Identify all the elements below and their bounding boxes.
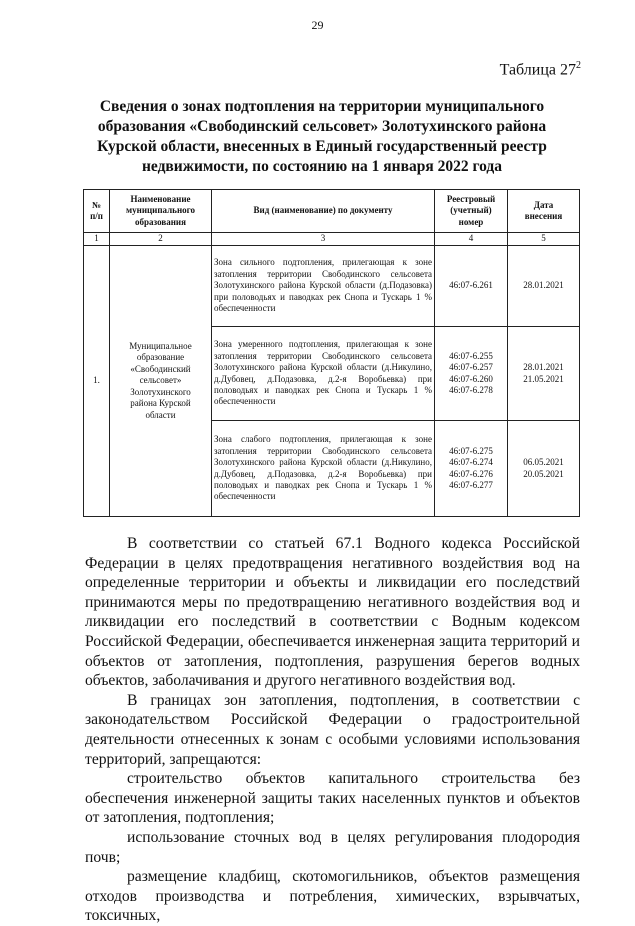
flood-zones-table <box>83 189 580 517</box>
list-item: строительство объектов капитального строительства без обеспечения инженерной защиты таких населенных пунктов и объектов от затопления, подтопления; <box>85 770 580 827</box>
zone-description-weak: Зона слабого подтопления, прилегающая к зоне затопления территории Свободинского сельсовета Золотухинского района Курской области (д.Никулино, д.Дубовец, д.Подазовка, д.2-я Воробьевка) при половодьях и паводках рек Снопа и Тускарь 1 % обеспеченности <box>212 421 435 517</box>
header-municipality-line: образования <box>135 216 186 227</box>
column-number-row <box>84 233 580 246</box>
table-header-row <box>84 190 580 233</box>
header-num-line: № <box>91 199 102 210</box>
body-text <box>85 534 580 926</box>
entry-date: 06.05.2021 <box>523 457 564 468</box>
reg-number: 46:07-6.261 <box>449 280 493 291</box>
column-number: 4 <box>435 233 508 246</box>
zone-dates <box>508 421 580 517</box>
municipality-line: Муниципальное <box>129 341 192 352</box>
zone-dates <box>508 327 580 421</box>
entry-date: 20.05.2021 <box>523 468 564 479</box>
reg-number: 46:07-6.257 <box>449 362 493 373</box>
entry-date: 21.05.2021 <box>523 373 564 384</box>
reg-number: 46:07-6.275 <box>449 445 493 456</box>
municipality-line: области <box>145 409 176 420</box>
municipality-line: сельсовет» <box>139 375 182 386</box>
zone-reg-numbers <box>435 246 508 327</box>
header-date-line: Дата <box>533 199 554 210</box>
zone-description-strong: Зона сильного подтопления, прилегающая к зоне затопления территории Свободинского сельсовета Золотухинского района Курской области (д.Подазовка) при половодьях и паводках рек Снопа и Тускарь 1 % обеспеченности <box>212 246 435 327</box>
reg-number: 46:07-6.274 <box>449 457 493 468</box>
reg-number: 46:07-6.276 <box>449 468 493 479</box>
table-label-superscript: 2 <box>576 60 581 71</box>
header-reg-number <box>435 190 508 233</box>
paragraph: В границах зон затопления, подтопления, в соответствии с законодательством Российской Федерации о градостроительной деятельности отнесенных к зонам с особыми условиями использования территорий, запрещаются: <box>85 691 580 768</box>
header-municipality <box>110 190 212 233</box>
list-item: размещение кладбищ, скотомогильников, объектов размещения отходов производства и потребления, химических, взрывчатых, токсичных, <box>85 868 580 925</box>
header-reg-line: номер <box>458 216 484 227</box>
header-kind <box>212 190 435 233</box>
zone-dates <box>508 246 580 327</box>
header-municipality-line: Наименование <box>130 193 191 204</box>
title-line: образования «Свободинский сельсовет» Золотухинского района <box>97 118 547 135</box>
title-line: Сведения о зонах подтопления на территории муниципального <box>99 98 545 115</box>
header-kind-line: Вид (наименование) по документу <box>253 205 393 216</box>
entry-date: 28.01.2021 <box>523 362 564 373</box>
municipality-name <box>110 246 212 517</box>
header-date <box>508 190 580 233</box>
reg-number: 46:07-6.255 <box>449 350 493 361</box>
zone-reg-numbers <box>435 327 508 421</box>
header-municipality-line: муниципального <box>126 205 195 216</box>
municipality-line: района Курской <box>130 398 191 409</box>
document-title <box>92 97 552 177</box>
header-date-line: внесения <box>524 211 563 221</box>
column-number: 2 <box>110 233 212 246</box>
entry-date: 28.01.2021 <box>523 280 564 291</box>
column-number: 1 <box>84 233 110 246</box>
list-item: использование сточных вод в целях регулирования плодородия почв; <box>85 828 580 866</box>
page-number: 29 <box>311 18 324 32</box>
paragraph: В соответствии со статьей 67.1 Водного кодекса Российской Федерации в целях предотвращения негативного воздействия вод на определенные территории и объекты и ликвидации его последствий принимаются меры по предотвращению негативного воздействия вод и ликвидации его последствий в соответствии с Водным кодексом Российской Федерации, обеспечивается инженерная защита территорий и объектов от затопления, подтопления, разрушения берегов водных объектов, заболачивания и другого негативного воздействия вод. <box>85 535 580 690</box>
zone-reg-numbers <box>435 421 508 517</box>
title-line: недвижимости, по состоянию на 1 января 2022 года <box>141 158 502 175</box>
header-num <box>84 190 110 233</box>
reg-number: 46:07-6.260 <box>449 373 493 384</box>
municipality-line: Золотухинского <box>130 386 191 397</box>
header-num-line: п/п <box>90 211 103 221</box>
header-reg-line: (учетный) <box>450 205 492 216</box>
column-number: 5 <box>508 233 580 246</box>
reg-number: 46:07-6.277 <box>449 479 493 490</box>
municipality-line: «Свободинский <box>130 363 191 374</box>
title-line: Курской области, внесенных в Единый государственный реестр <box>97 138 547 155</box>
row-number: 1. <box>84 246 110 517</box>
header-reg-line: Реестровый <box>446 193 496 204</box>
municipality-line: образование <box>136 352 185 363</box>
column-number: 3 <box>212 233 435 246</box>
table-row <box>84 246 580 327</box>
table-label <box>500 60 581 79</box>
reg-number: 46:07-6.278 <box>449 384 493 395</box>
table-label-text: Таблица 27 <box>499 61 576 79</box>
zone-description-moderate: Зона умеренного подтопления, прилегающая к зоне затопления территории Свободинского сельсовета Золотухинского района Курской области (д.Никулино, д.Дубовец, д.Подазовка, д.2-я Воробьевка) при половодьях и паводках рек Снопа и Тускарь 1 % обеспеченности <box>212 327 435 421</box>
